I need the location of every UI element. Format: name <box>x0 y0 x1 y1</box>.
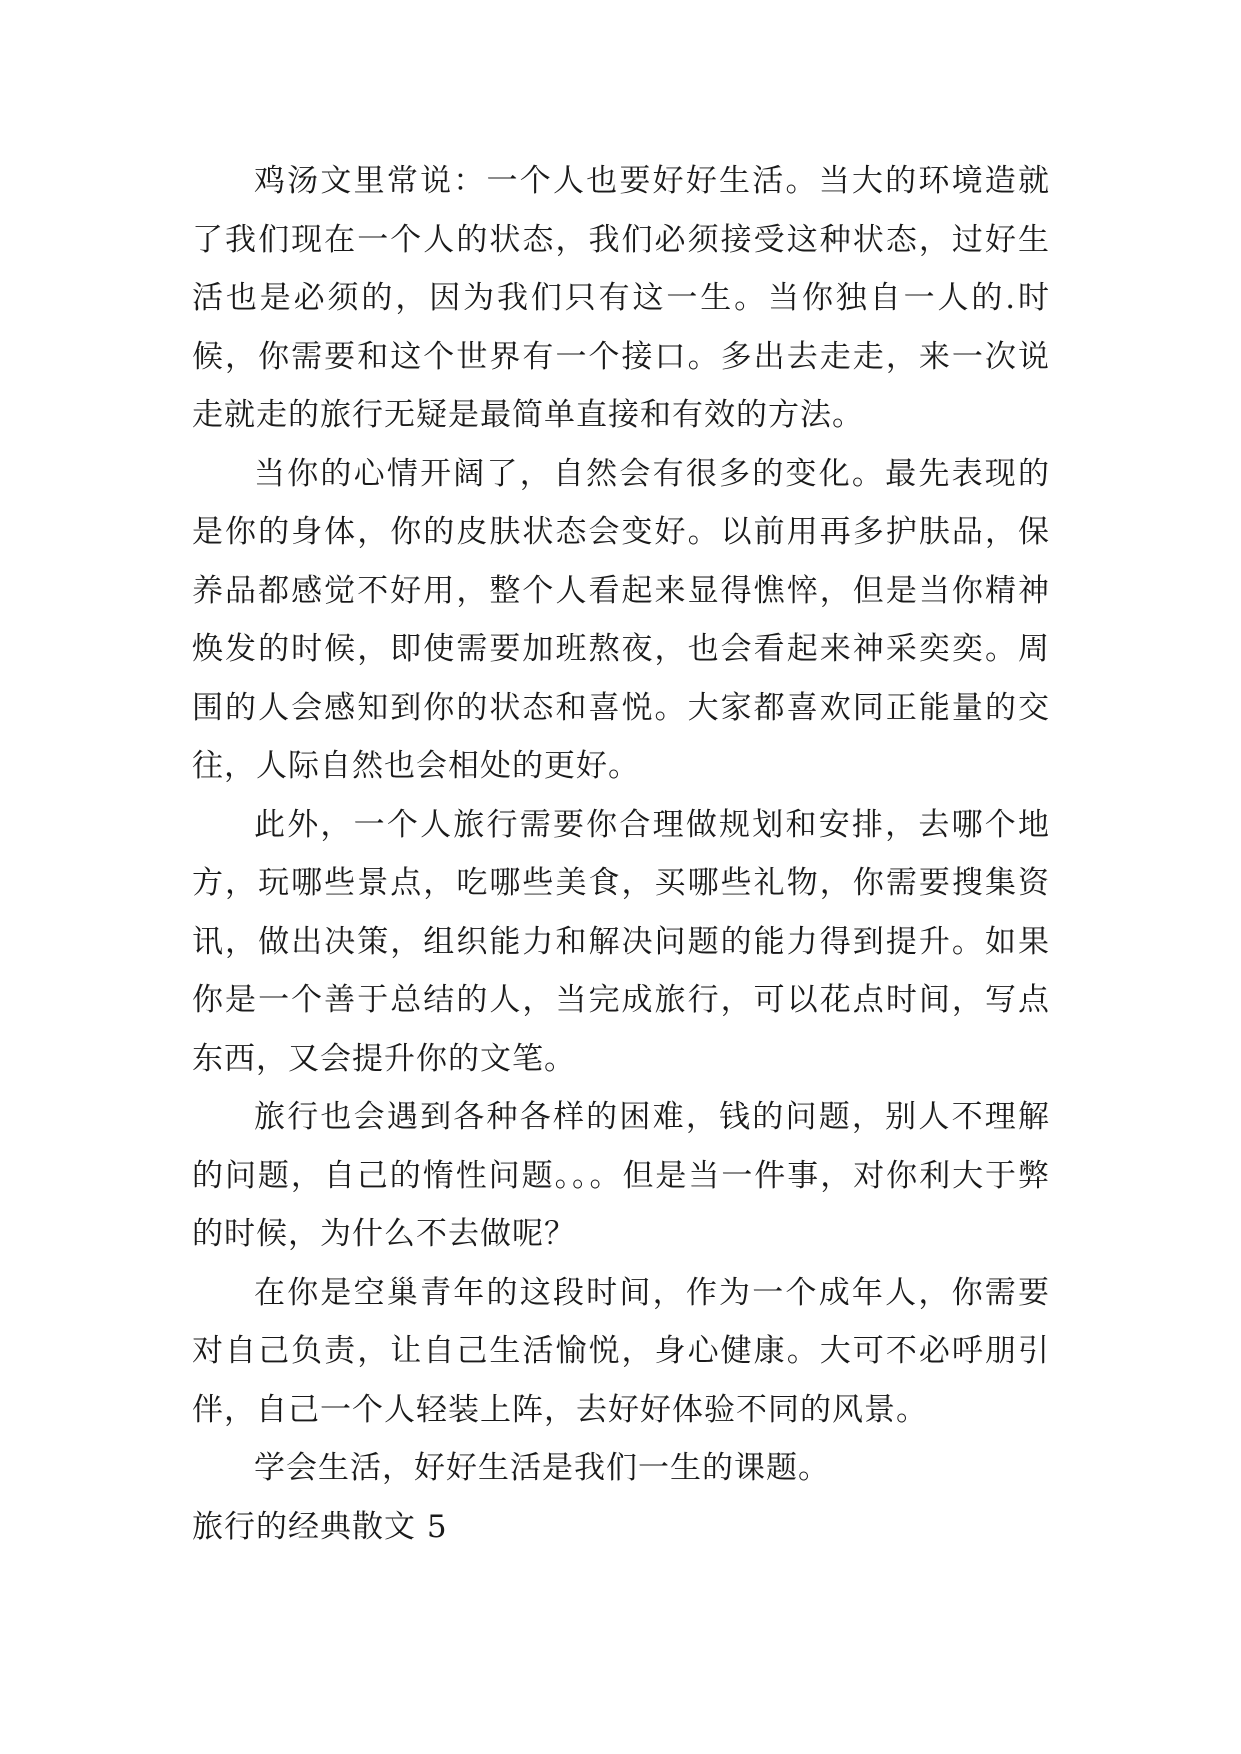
paragraph-2: 当你的心情开阔了，自然会有很多的变化。最先表现的是你的身体，你的皮肤状态会变好。以前用再多护肤品，保养品都感觉不好用，整个人看起来显得憔悴，但是当你精神焕发的时候，即使需要加班熬夜，也会看起来神采奕奕。周围的人会感知到你的状态和喜悦。大家都喜欢同正能量的交往，人际自然也会相处的更好。 <box>192 455 1050 784</box>
paragraph-6: 学会生活，好好生活是我们一生的课题。 <box>254 1450 830 1486</box>
paragraph-5: 在你是空巢青年的这段时间，作为一个成年人，你需要对自己负责，让自己生活愉悦，身心健康。大可不必呼朋引伴，自己一个人轻装上阵，去好好体验不同的风景。 <box>192 1274 1050 1428</box>
paragraph-3: 此外，一个人旅行需要你合理做规划和安排，去哪个地方，玩哪些景点，吃哪些美食，买哪些礼物，你需要搜集资讯，做出决策，组织能力和解决问题的能力得到提升。如果你是一个善于总结的人，当完成旅行，可以花点时间，写点东西，又会提升你的文笔。 <box>192 806 1050 1077</box>
paragraph-1: 鸡汤文里常说：一个人也要好好生活。当大的环境造就了我们现在一个人的状态，我们必须接受这种状态，过好生活也是必须的，因为我们只有这一生。当你独自一人的.时候，你需要和这个世界有一个接口。多出去走走，来一次说走就走的旅行无疑是最简单直接和有效的方法。 <box>192 163 1050 433</box>
section-heading: 旅行的经典散文 5 <box>192 1508 448 1545</box>
paragraph-4: 旅行也会遇到各种各样的困难，钱的问题，别人不理解的问题，自己的惰性问题。。。但是当一件事，对你利大于弊的时候，为什么不去做呢？ <box>192 1099 1050 1252</box>
document-page <box>192 152 1050 1556</box>
